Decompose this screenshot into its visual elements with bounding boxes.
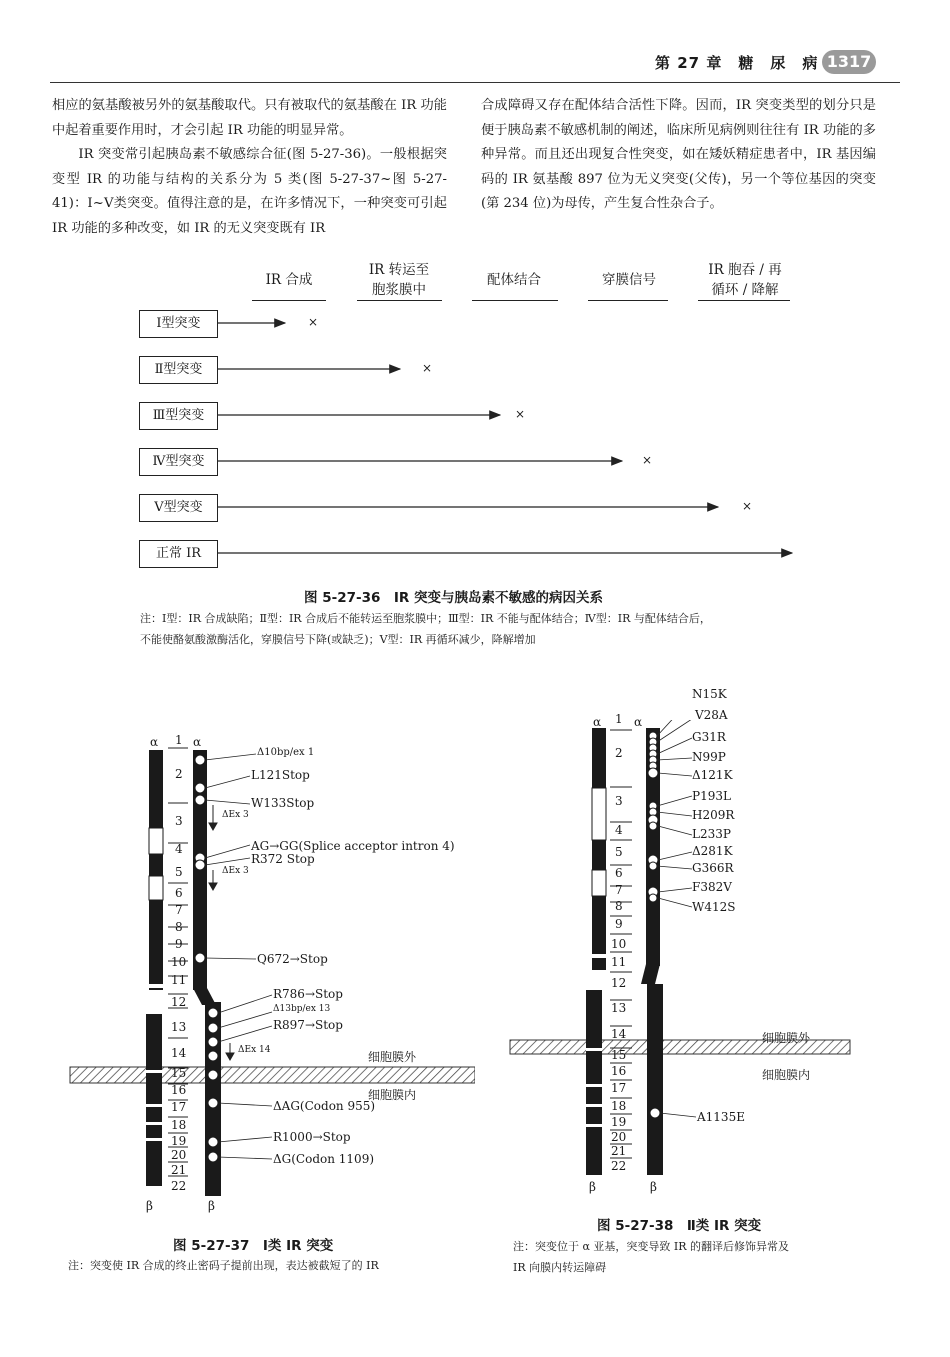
exon-number: 10: [171, 955, 187, 969]
mutation-label: ΔEx 3: [222, 866, 249, 876]
mutation-label: ΔEx 3: [222, 810, 249, 820]
exon-number: 21: [171, 1163, 187, 1177]
beta-label: β: [208, 1199, 215, 1213]
membrane-inside-label: 细胞膜内: [368, 1088, 417, 1102]
beta-chain-right: [647, 984, 663, 1175]
block-mark: ×: [642, 453, 653, 467]
mutation-label: R897→Stop: [273, 1018, 343, 1032]
exon-number: 1: [615, 712, 623, 726]
exon-number: 2: [615, 746, 623, 760]
alpha-label: α: [634, 715, 643, 729]
figure-caption: 图 5-27-37 Ⅰ类 IR 突变: [173, 1238, 334, 1254]
block-mark: ×: [515, 407, 526, 421]
mutation-label: A1135E: [697, 1110, 745, 1124]
exon-number: 3: [615, 794, 623, 808]
fig37-diagram: [0, 730, 475, 1210]
figure-note: 注：Ⅰ型：IR 合成缺陷；Ⅱ型：IR 合成后不能转运至胞浆膜中；Ⅲ型：IR 不能与配体结合；Ⅳ型：IR 与配体结合后， 不能使酪氨酸激酶活化，穿膜信号下降(或缺乏)；Ⅴ型：IR 再循环减少，降解增加: [140, 612, 711, 646]
exon-number: 21: [611, 1144, 627, 1158]
alpha-chain-left: [149, 750, 163, 990]
block-mark: ×: [742, 499, 753, 513]
exon-number: 10: [611, 937, 627, 951]
chapter-header: 第 27 章 糖 尿 病: [655, 54, 819, 72]
exon-number: 5: [615, 845, 623, 859]
block-mark: ×: [422, 361, 433, 375]
exon-number: 13: [171, 1020, 187, 1034]
alpha-label: α: [193, 735, 202, 749]
exon-number: 22: [171, 1179, 187, 1193]
mutation-label: W133Stop: [251, 796, 315, 810]
exon-number: 9: [615, 917, 623, 931]
mutation-label: Δ13bp/ex 13: [273, 1004, 331, 1014]
exon-number: 20: [171, 1148, 187, 1162]
col-header-transmembrane: 穿膜信号: [602, 272, 656, 288]
exon-number: 11: [611, 955, 627, 969]
mutation-label: W412S: [692, 900, 736, 914]
beta-label: β: [146, 1199, 153, 1213]
mutation-label: G31R: [692, 730, 726, 744]
beta-label: β: [589, 1180, 596, 1194]
exon-number: 19: [171, 1134, 187, 1148]
page-number: 1317: [822, 50, 876, 74]
alpha-label: α: [593, 715, 602, 729]
mutation-label: ΔG(Codon 1109): [273, 1152, 375, 1166]
mutation-label: L121Stop: [251, 768, 310, 782]
mutation-label: Δ121K: [692, 768, 733, 782]
membrane-outside-label: 细胞膜外: [368, 1050, 417, 1064]
exon-number: 11: [171, 973, 187, 987]
exon-number: 16: [611, 1064, 627, 1078]
exon-number: 17: [171, 1100, 187, 1114]
figure-note: 注：突变使 IR 合成的终止密码子提前出现，表达被截短了的 IR: [68, 1259, 379, 1272]
type-box: Ⅲ型突变: [139, 402, 218, 430]
exon-number: 15: [611, 1048, 627, 1062]
beta-label: β: [650, 1180, 657, 1194]
exon-number: 4: [175, 842, 183, 856]
block-mark: ×: [308, 315, 319, 329]
exon-number: 4: [615, 823, 623, 837]
exon-number: 8: [615, 899, 623, 913]
col-header-ir-synthesis: IR 合成: [265, 272, 313, 288]
exon-number: 12: [171, 995, 187, 1009]
exon-number: 2: [175, 767, 183, 781]
exon-number: 13: [611, 1001, 627, 1015]
col-header-transport: IR 转运至 胞浆膜中: [368, 262, 430, 298]
arrows-layer: [0, 300, 950, 570]
exon-number: 17: [611, 1081, 627, 1095]
exon-number: 7: [615, 883, 623, 897]
mutation-label: R1000→Stop: [273, 1130, 351, 1144]
right-column: [481, 94, 876, 217]
alpha-chain-left: [592, 728, 606, 970]
mutation-label: F382V: [692, 880, 732, 894]
membrane-outside-label: 细胞膜外: [762, 1031, 811, 1045]
cell-membrane: [70, 1067, 475, 1083]
exon-number: 19: [611, 1115, 627, 1129]
col-header-ligand-binding: 配体结合: [487, 272, 541, 288]
exon-number: 6: [175, 886, 183, 900]
type-box: 正常 IR: [139, 540, 218, 568]
membrane-inside-label: 细胞膜内: [762, 1068, 811, 1082]
mutation-label: Q672→Stop: [257, 952, 328, 966]
mutation-label: H209R: [692, 808, 735, 822]
type-box: Ⅱ型突变: [139, 356, 218, 384]
mutation-label: ΔEx 14: [238, 1045, 271, 1055]
mutation-label: ΔAG(Codon 955): [273, 1099, 376, 1113]
mutation-label: N15K: [692, 687, 727, 701]
paragraph: 相应的氨基酸被另外的氨基酸取代。只有被取代的氨基酸在 IR 功能中起着重要作用时，才会引起 IR 功能的明显异常。: [52, 98, 447, 138]
figure-caption: 图 5-27-36 IR 突变与胰岛素不敏感的病因关系: [304, 590, 603, 606]
type-box: Ⅳ型突变: [139, 448, 218, 476]
left-column: [52, 94, 447, 241]
mutation-label: AG→GG(Splice acceptor intron 4): [251, 839, 455, 853]
exon-number: 20: [611, 1130, 627, 1144]
mutation-label: Δ281K: [692, 844, 733, 858]
exon-number: 12: [611, 976, 627, 990]
beta-chain-left: [146, 1014, 162, 1186]
type-box: Ⅴ型突变: [139, 494, 218, 522]
mutation-label: P193L: [692, 789, 731, 803]
paragraph: IR 突变常引起胰岛素不敏感综合征(图 5-27-36)。一般根据突变型 IR 的功能与结构的关系分为 5 类(图 5-27-37~图 5-27-41)：Ⅰ~Ⅴ类突变。值得注意的是，在许多情况下，一种突变可引起 IR 功能的多种改变，如 IR 的无义突变既有 IR: [52, 147, 447, 236]
mutation-label: R372 Stop: [251, 852, 315, 866]
exon-number: 7: [175, 903, 183, 917]
exon-number: 14: [171, 1046, 187, 1060]
mutation-label: L233P: [692, 827, 731, 841]
exon-number: 1: [175, 733, 183, 747]
exon-number: 22: [611, 1159, 627, 1173]
mutation-label: V28A: [695, 708, 728, 722]
col-header-endocytosis: IR 胞吞 / 再 循环 / 降解: [708, 262, 782, 298]
exon-number: 9: [175, 937, 183, 951]
figure-caption: 图 5-27-38 Ⅱ类 IR 突变: [597, 1218, 762, 1234]
exon-number: 16: [171, 1083, 187, 1097]
exon-number: 14: [611, 1027, 627, 1041]
figure-note: 注：突变位于 α 亚基，突变导致 IR 的翻译后修饰异常及 IR 向膜内转运障碍: [513, 1240, 790, 1274]
exon-number: 18: [611, 1099, 627, 1113]
exon-number: 6: [615, 866, 623, 880]
exon-number: 8: [175, 920, 183, 934]
type-box: Ⅰ型突变: [139, 310, 218, 338]
fig38-diagram: [500, 720, 880, 1190]
header-rule: [50, 82, 900, 83]
exon-number: 18: [171, 1118, 187, 1132]
mutation-label: G366R: [692, 861, 734, 875]
mutation-label: Δ10bp/ex 1: [257, 747, 315, 758]
mutation-label: N99P: [692, 750, 726, 764]
paragraph: 合成障碍又存在配体结合活性下降。因而，IR 突变类型的划分只是便于胰岛素不敏感机制的阐述，临床所见病例则往往有 IR 功能的多种异常。而且还出现复合性突变，如在矮妖精症患者中，IR 基因编码的 IR 氨基酸 897 位为无义突变(父传)，另一个等位基因的突变(第 234 位)为母传，产生复合性杂合子。: [481, 98, 876, 211]
alpha-label: α: [150, 735, 159, 749]
exon-number: 5: [175, 865, 183, 879]
beta-chain-left: [586, 990, 602, 1175]
exon-number: 3: [175, 814, 183, 828]
exon-number: 15: [171, 1066, 187, 1080]
mutation-label: R786→Stop: [273, 987, 343, 1001]
